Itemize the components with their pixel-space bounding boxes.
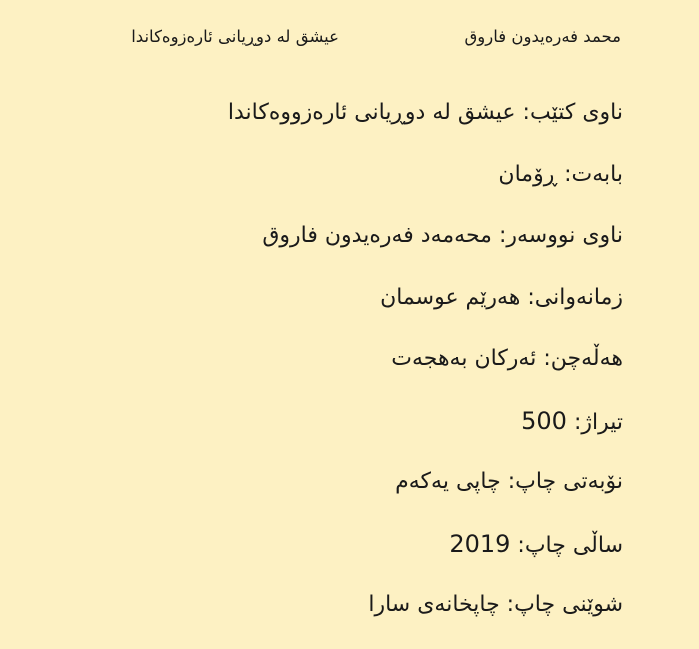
info-row-print-place <box>63 587 623 649</box>
info-row-print-year <box>63 526 623 588</box>
info-value: محەمەد فەرەیدون فاروق <box>262 223 492 248</box>
info-label: ناوی نووسەر : <box>492 223 623 248</box>
info-row-edition <box>63 464 623 526</box>
header-book-title: عیشق لە دوڕیانی ئارەزوەکاندا <box>131 27 339 46</box>
info-label: هەڵەچن : <box>536 346 623 371</box>
info-label: نۆبەتی چاپ : <box>501 469 623 494</box>
info-value: ئەرکان بەهجەت <box>391 346 537 371</box>
info-label: زمانەوانی : <box>520 285 623 310</box>
info-row-proofreader <box>63 341 623 403</box>
info-value: چاپی یەکەم <box>395 469 501 494</box>
info-value: ڕۆمان <box>498 161 558 187</box>
info-label: شوێنی چاپ : <box>500 592 623 617</box>
header-author: محمد فەرەیدون فاروق <box>464 27 621 46</box>
info-row-language-editor <box>63 280 623 342</box>
info-label: بابەت : <box>557 162 623 187</box>
info-value: 500 <box>521 406 567 435</box>
book-info-list <box>63 95 623 649</box>
info-value: چاپخانەی سارا <box>368 592 500 617</box>
info-label: ساڵی چاپ : <box>510 533 623 558</box>
info-row-author <box>63 218 623 280</box>
info-label: تیراژ : <box>567 410 623 435</box>
info-label: ناوی کتێب : <box>516 100 623 125</box>
info-row-book-title <box>63 95 623 157</box>
info-value: 2019 <box>449 529 511 558</box>
info-row-print-run <box>63 403 623 465</box>
info-row-genre <box>63 157 623 219</box>
page-header <box>0 24 699 54</box>
info-value: هەرێم عوسمان <box>380 284 521 310</box>
info-value: عیشق لە دوڕیانی ئارەزووەکاندا <box>227 100 516 125</box>
